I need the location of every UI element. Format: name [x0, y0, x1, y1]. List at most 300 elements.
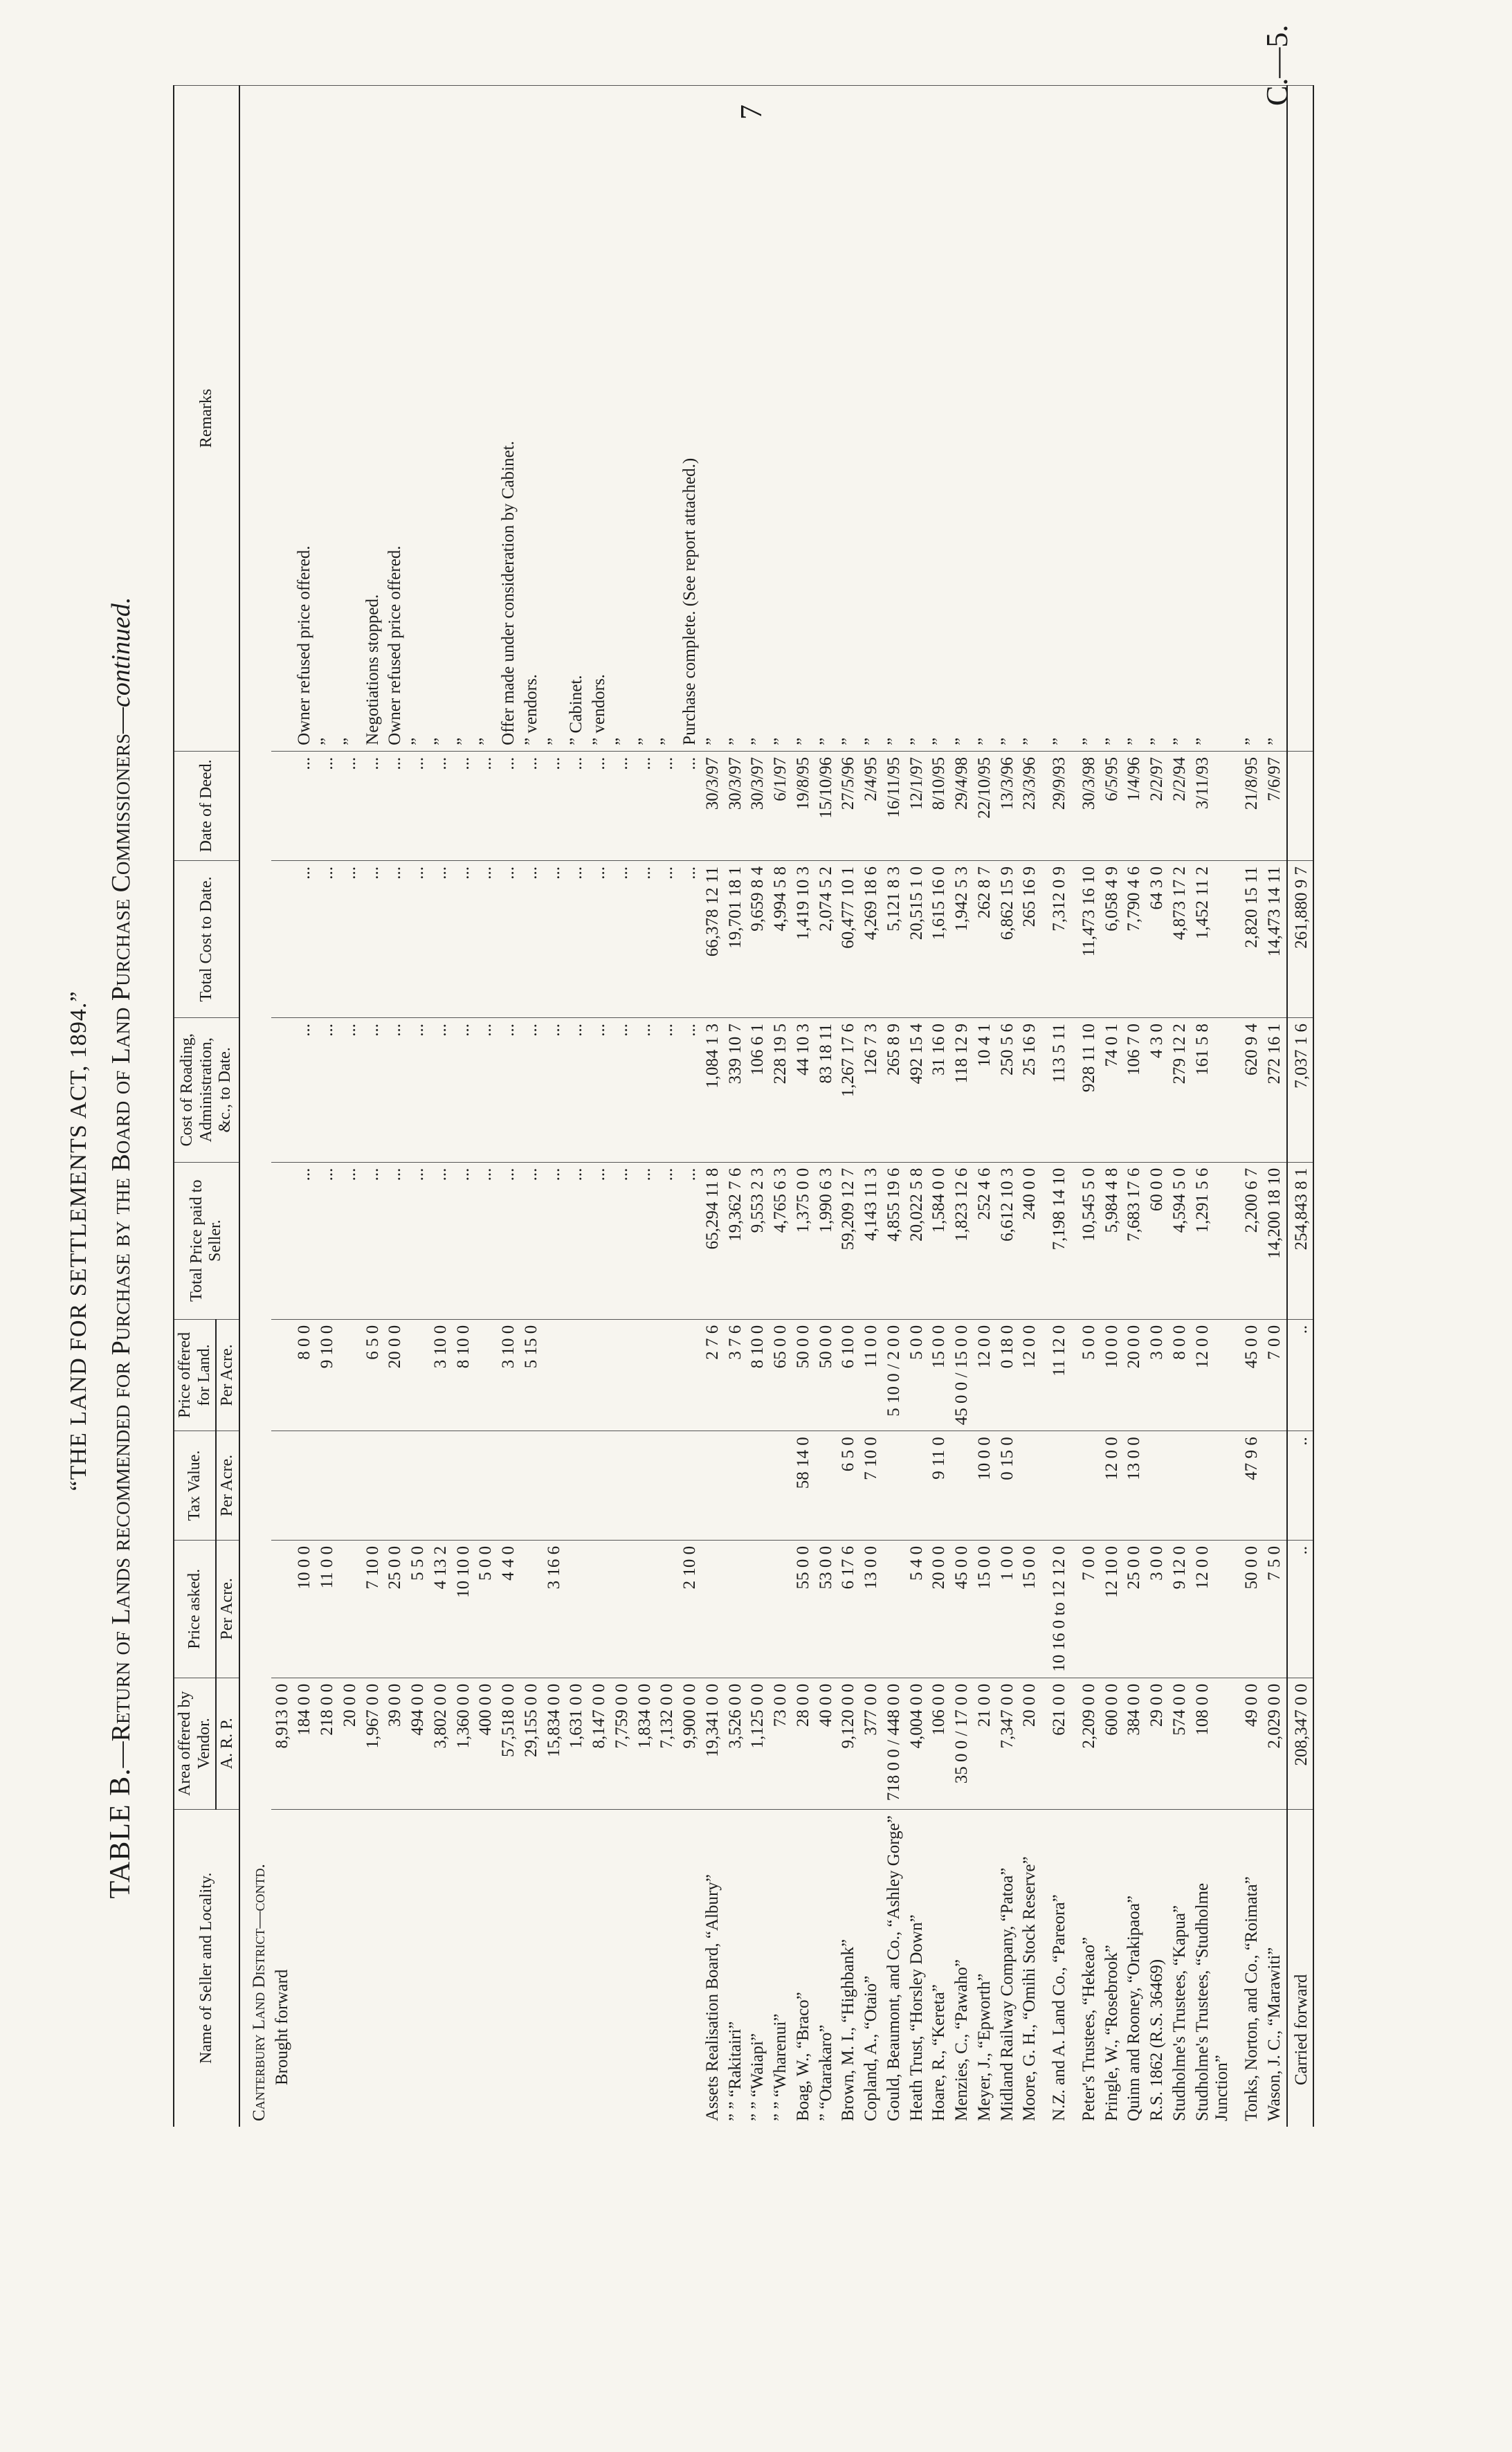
cell-remarks: ” — [906, 86, 929, 752]
table-row — [339, 86, 362, 2127]
table-row — [634, 86, 657, 2127]
cell-remarks: ” — [928, 86, 951, 752]
cell-offered: 10 0 0 — [1101, 1319, 1124, 1431]
cell-remarks: ” — [656, 86, 679, 752]
cell-total: 262 8 7 — [974, 860, 996, 1017]
cell-tax — [679, 1431, 702, 1541]
cell-tax — [430, 1431, 453, 1541]
cell-offered: 50 0 0 — [815, 1319, 838, 1431]
cell-cost: 10 4 1 — [974, 1018, 996, 1163]
cell-remarks: ” — [1192, 86, 1235, 752]
table-row — [769, 86, 792, 2127]
cell-asked: 5 5 0 — [407, 1540, 430, 1678]
cell-price: 19,362 7 6 — [725, 1162, 747, 1319]
cell-name — [407, 1809, 430, 2127]
cell-offered: 9 10 0 — [316, 1319, 339, 1431]
cell-name: Quinn and Rooney, “Orakipaoa” — [1123, 1809, 1146, 2127]
cell-area: 1,834 0 0 — [634, 1678, 657, 1809]
cell-asked: .. — [1287, 1540, 1314, 1678]
cell-name — [498, 1809, 520, 2127]
cell-area: 621 0 0 — [1041, 1678, 1071, 1809]
cell-area: 494 0 0 — [407, 1678, 430, 1809]
cell-cost: 25 16 9 — [1019, 1018, 1041, 1163]
cell-total: 64 3 0 — [1146, 860, 1169, 1017]
cell-remarks: Owner refused price offered. — [293, 86, 316, 752]
cell-asked — [747, 1540, 769, 1678]
header-row — [174, 86, 216, 2127]
cell-area: 20 0 0 — [1019, 1678, 1041, 1809]
cell-tax: 12 0 0 — [1101, 1431, 1124, 1541]
table-row — [883, 86, 906, 2127]
cell-tax: 7 10 0 — [860, 1431, 883, 1541]
cell-remarks: ” — [1234, 86, 1264, 752]
table-row — [837, 86, 860, 2127]
cell-name — [543, 1809, 566, 2127]
cell-offered: 3 10 0 — [430, 1319, 453, 1431]
cell-asked: 10 0 0 — [293, 1540, 316, 1678]
cell-price: 2,200 6 7 — [1234, 1162, 1264, 1319]
cell-tax — [565, 1431, 588, 1541]
cell-total: ... — [611, 860, 634, 1017]
cell-name — [679, 1809, 702, 2127]
cell-cost: ... — [656, 1018, 679, 1163]
cell-area: 9,120 0 0 — [837, 1678, 860, 1809]
cell-name — [293, 1809, 316, 2127]
table-row — [520, 86, 543, 2127]
cell-asked — [702, 1540, 725, 1678]
cell-price: 4,765 6 3 — [769, 1162, 792, 1319]
cell-remarks: ” — [430, 86, 453, 752]
running-title: “THE LAND FOR SETTLEMENTS ACT, 1894.” — [66, 990, 91, 1491]
cell-date: ... — [520, 751, 543, 860]
cell-area: 19,341 0 0 — [702, 1678, 725, 1809]
cell-date: 16/11/95 — [883, 751, 906, 860]
subheader-per-acre-offered: Per Acre. — [216, 1319, 239, 1431]
cell-offered: 50 0 0 — [792, 1319, 815, 1431]
cell-price: 254,843 8 1 — [1287, 1162, 1314, 1319]
cell-cost: ... — [407, 1018, 430, 1163]
cell-tax — [1169, 1431, 1192, 1541]
cell-offered: 65 0 0 — [769, 1319, 792, 1431]
cell-remarks: ” — [747, 86, 769, 752]
cell-remarks: ” — [792, 86, 815, 752]
header-total-cost: Total Cost to Date. — [174, 860, 239, 1017]
cell-area: 8,913 0 0 — [271, 1678, 294, 1809]
table-row — [565, 86, 588, 2127]
cell-total: 11,473 16 10 — [1071, 860, 1101, 1017]
cell-cost: ... — [543, 1018, 566, 1163]
cell-asked: 5 0 0 — [475, 1540, 498, 1678]
cell-cost: 492 15 4 — [906, 1018, 929, 1163]
cell-offered: 8 0 0 — [293, 1319, 316, 1431]
cell-name: Meyer, J., “Epworth” — [974, 1809, 996, 2127]
cell-offered: 5 10 0 / 2 0 0 — [883, 1319, 906, 1431]
table-row — [611, 86, 634, 2127]
cell-total: 4,873 17 2 — [1169, 860, 1192, 1017]
cell-total: ... — [565, 860, 588, 1017]
cell-total: 1,942 5 3 — [951, 860, 974, 1017]
cell-tax: 47 9 6 — [1234, 1431, 1264, 1541]
cell-remarks: ” Cabinet. — [565, 86, 588, 752]
cell-remarks: ” — [1264, 86, 1287, 752]
cell-price: 65,294 11 8 — [702, 1162, 725, 1319]
header-remarks: Remarks — [174, 86, 239, 752]
cell-cost: ... — [520, 1018, 543, 1163]
cell-asked — [339, 1540, 362, 1678]
cell-name: Peter's Trustees, “Hekeao” — [1071, 1809, 1101, 2127]
cell-total: 20,515 1 0 — [906, 860, 929, 1017]
cell-total: 261,880 9 7 — [1287, 860, 1314, 1017]
cell-name — [565, 1809, 588, 2127]
cell-total: ... — [679, 860, 702, 1017]
cell-name — [656, 1809, 679, 2127]
cell-name: Moore, G. H., “Omihi Stock Reserve” — [1019, 1809, 1041, 2127]
cell-asked: 6 17 6 — [837, 1540, 860, 1678]
cell-date: 2/2/97 — [1146, 751, 1169, 860]
cell-offered: 8 0 0 — [1169, 1319, 1192, 1431]
cell-area: 3,802 0 0 — [430, 1678, 453, 1809]
cell-area: 7,759 0 0 — [611, 1678, 634, 1809]
cell-cost: ... — [362, 1018, 385, 1163]
cell-area: 718 0 0 / 448 0 0 — [883, 1678, 906, 1809]
cell-cost: ... — [316, 1018, 339, 1163]
cell-offered — [611, 1319, 634, 1431]
table-row — [860, 86, 883, 2127]
cell-date: ... — [656, 751, 679, 860]
cell-total: ... — [316, 860, 339, 1017]
header-date-deed: Date of Deed. — [174, 751, 239, 860]
cell-asked: 3 0 0 — [1146, 1540, 1169, 1678]
cell-area: 108 0 0 — [1192, 1678, 1235, 1809]
cell-offered: 3 0 0 — [1146, 1319, 1169, 1431]
cell-cost: 928 11 10 — [1071, 1018, 1101, 1163]
subheader-area-units: A. R. P. — [216, 1678, 239, 1809]
cell-remarks: ” — [702, 86, 725, 752]
cell-area: 377 0 0 — [860, 1678, 883, 1809]
table-row — [906, 86, 929, 2127]
cell-date: ... — [362, 751, 385, 860]
subheader-per-acre-asked: Per Acre. — [216, 1540, 239, 1678]
cell-total: 4,269 18 6 — [860, 860, 883, 1017]
cell-price: 1,584 0 0 — [928, 1162, 951, 1319]
cell-asked: 25 0 0 — [1123, 1540, 1146, 1678]
cell-date: 30/3/98 — [1071, 751, 1101, 860]
cell-tax — [316, 1431, 339, 1541]
cell-cost: 74 0 1 — [1101, 1018, 1124, 1163]
cell-date: ... — [679, 751, 702, 860]
cell-price: 1,291 5 6 — [1192, 1162, 1235, 1319]
cell-cost: ... — [498, 1018, 520, 1163]
header-name: Name of Seller and Locality. — [174, 1809, 239, 2127]
cell-price: ... — [588, 1162, 611, 1319]
cell-price: 9,553 2 3 — [747, 1162, 769, 1319]
cell-name: Studholme's Trustees, “Studholme Junction” — [1192, 1809, 1235, 2127]
cell-area: 208,347 0 0 — [1287, 1678, 1314, 1809]
table-row — [293, 86, 316, 2127]
cell-date: 30/3/97 — [725, 751, 747, 860]
table-row — [1234, 86, 1264, 2127]
cell-price: 59,209 12 7 — [837, 1162, 860, 1319]
cell-date: ... — [543, 751, 566, 860]
cell-cost: 620 9 4 — [1234, 1018, 1264, 1163]
cell-total: 60,477 10 1 — [837, 860, 860, 1017]
cell-tax: 0 15 0 — [996, 1431, 1019, 1541]
cell-remarks: ” — [339, 86, 362, 752]
cell-cost: 265 8 9 — [883, 1018, 906, 1163]
cell-total: ... — [293, 860, 316, 1017]
cell-area: 600 0 0 — [1101, 1678, 1124, 1809]
cell-date: ... — [475, 751, 498, 860]
table-row — [1123, 86, 1146, 2127]
cell-date: ... — [611, 751, 634, 860]
cell-asked: 15 0 0 — [974, 1540, 996, 1678]
cell-name: ” ” “Rakitairi” — [725, 1809, 747, 2127]
total-row — [1287, 86, 1314, 2127]
cell-area: 49 0 0 — [1234, 1678, 1264, 1809]
cell-area: 2,209 0 0 — [1071, 1678, 1101, 1809]
cell-area: 21 0 0 — [974, 1678, 996, 1809]
cell-tax — [1146, 1431, 1169, 1541]
table-row — [792, 86, 815, 2127]
cell-tax — [906, 1431, 929, 1541]
cell-price: 240 0 0 — [1019, 1162, 1041, 1319]
table-row — [271, 86, 294, 2127]
cell-price: 4,143 11 3 — [860, 1162, 883, 1319]
cell-date: 8/10/95 — [928, 751, 951, 860]
cell-total: 14,473 14 11 — [1264, 860, 1287, 1017]
cell-remarks — [1287, 86, 1314, 752]
cell-asked — [565, 1540, 588, 1678]
cell-asked — [634, 1540, 657, 1678]
table-body — [239, 86, 1314, 2127]
table-row — [1041, 86, 1071, 2127]
cell-cost: ... — [430, 1018, 453, 1163]
cell-total: ... — [407, 860, 430, 1017]
cell-tax — [883, 1431, 906, 1541]
cell-offered: 11 0 0 — [860, 1319, 883, 1431]
cell-tax — [702, 1431, 725, 1541]
cell-tax — [271, 1431, 294, 1541]
cell-offered: 45 0 0 / 15 0 0 — [951, 1319, 974, 1431]
cell-date: 29/9/93 — [1041, 751, 1071, 860]
cell-price: ... — [543, 1162, 566, 1319]
cell-remarks: ” — [316, 86, 339, 752]
cell-date: 12/1/97 — [906, 751, 929, 860]
cell-price: 4,855 19 6 — [883, 1162, 906, 1319]
cell-price: 10,545 5 0 — [1071, 1162, 1101, 1319]
cell-tax — [815, 1431, 838, 1541]
cell-asked — [656, 1540, 679, 1678]
cell-date — [271, 751, 294, 860]
cell-total: ... — [362, 860, 385, 1017]
cell-cost: 83 18 11 — [815, 1018, 838, 1163]
cell-remarks: ” vendors. — [520, 86, 543, 752]
table-title-main: —Return of Lands recommended for Purchase by the Board of Land Purchase Commissioners— — [107, 707, 136, 1768]
cell-tax: .. — [1287, 1431, 1314, 1541]
cell-asked: 10 16 0 to 12 12 0 — [1041, 1540, 1071, 1678]
cell-area: 2,029 0 0 — [1264, 1678, 1287, 1809]
cell-name: ” “Otarakaro” — [815, 1809, 838, 2127]
cell-date: 27/5/96 — [837, 751, 860, 860]
header-price-offered: Price offered for Land. — [174, 1319, 216, 1431]
cell-date: 29/4/98 — [951, 751, 974, 860]
cell-total: 6,862 15 9 — [996, 860, 1019, 1017]
cell-cost: 7,037 1 6 — [1287, 1018, 1314, 1163]
cell-asked: 12 0 0 — [1192, 1540, 1235, 1678]
cell-area: 1,125 0 0 — [747, 1678, 769, 1809]
table-row — [1264, 86, 1287, 2127]
cell-offered — [565, 1319, 588, 1431]
cell-area: 4,004 0 0 — [906, 1678, 929, 1809]
cell-remarks: ” — [407, 86, 430, 752]
cell-cost: ... — [293, 1018, 316, 1163]
cell-remarks: ” — [634, 86, 657, 752]
cell-area: 20 0 0 — [339, 1678, 362, 1809]
cell-asked: 4 4 0 — [498, 1540, 520, 1678]
cell-total: 265 16 9 — [1019, 860, 1041, 1017]
table-row — [951, 86, 974, 2127]
cell-name — [362, 1809, 385, 2127]
cell-total: 2,820 15 11 — [1234, 860, 1264, 1017]
cell-cost: 106 6 1 — [747, 1018, 769, 1163]
cell-price: 14,200 18 10 — [1264, 1162, 1287, 1319]
cell-total: 1,419 10 3 — [792, 860, 815, 1017]
cell-remarks: ” — [996, 86, 1019, 752]
table-row — [996, 86, 1019, 2127]
cell-date: 6/1/97 — [769, 751, 792, 860]
cell-cost: 106 7 0 — [1123, 1018, 1146, 1163]
cell-date: ... — [634, 751, 657, 860]
cell-remarks: ” — [1019, 86, 1041, 752]
cell-total: ... — [475, 860, 498, 1017]
cell-offered: 45 0 0 — [1234, 1319, 1264, 1431]
cell-tax — [384, 1431, 407, 1541]
cell-price: 5,984 4 8 — [1101, 1162, 1124, 1319]
cell-asked: 11 0 0 — [316, 1540, 339, 1678]
cell-remarks: Offer made under consideration by Cabinet. — [498, 86, 520, 752]
cell-offered: 2 7 6 — [702, 1319, 725, 1431]
cell-remarks — [271, 86, 294, 752]
cell-offered: 8 10 0 — [747, 1319, 769, 1431]
cell-area: 1,967 0 0 — [362, 1678, 385, 1809]
cell-cost — [271, 1018, 294, 1163]
cell-tax — [1019, 1431, 1041, 1541]
cell-remarks: ” — [769, 86, 792, 752]
cell-area: 400 0 0 — [475, 1678, 498, 1809]
cell-cost: 228 19 5 — [769, 1018, 792, 1163]
cell-price: 20,022 5 8 — [906, 1162, 929, 1319]
cell-cost: ... — [679, 1018, 702, 1163]
cell-price: ... — [453, 1162, 475, 1319]
cell-remarks: ” — [1071, 86, 1101, 752]
cell-area: 73 0 0 — [769, 1678, 792, 1809]
cell-tax: 58 14 0 — [792, 1431, 815, 1541]
cell-price: ... — [430, 1162, 453, 1319]
cell-name: Carried forward — [1287, 1809, 1314, 2127]
cell-total: 4,994 5 8 — [769, 860, 792, 1017]
cell-area: 3,526 0 0 — [725, 1678, 747, 1809]
cell-remarks: ” — [860, 86, 883, 752]
cell-offered: 0 18 0 — [996, 1319, 1019, 1431]
cell-name: Wason, J. C., “Marawiti” — [1264, 1809, 1287, 2127]
cell-remarks: Owner refused price offered. — [384, 86, 407, 752]
cell-price: ... — [339, 1162, 362, 1319]
table-title-prefix: TABLE B. — [104, 1768, 136, 1899]
cell-cost: ... — [634, 1018, 657, 1163]
cell-asked: 9 12 0 — [1169, 1540, 1192, 1678]
cell-offered — [339, 1319, 362, 1431]
cell-price: ... — [316, 1162, 339, 1319]
table-row — [1192, 86, 1235, 2127]
cell-asked: 7 0 0 — [1071, 1540, 1101, 1678]
table-row — [679, 86, 702, 2127]
cell-name — [611, 1809, 634, 2127]
cell-area: 57,518 0 0 — [498, 1678, 520, 1809]
cell-tax — [1041, 1431, 1071, 1541]
cell-name: Studholme's Trustees, “Kapua” — [1169, 1809, 1192, 2127]
cell-total: ... — [656, 860, 679, 1017]
table-row — [543, 86, 566, 2127]
cell-area: 384 0 0 — [1123, 1678, 1146, 1809]
cell-total: ... — [430, 860, 453, 1017]
cell-name — [475, 1809, 498, 2127]
cell-tax — [1071, 1431, 1101, 1541]
table-row — [362, 86, 385, 2127]
cell-name — [634, 1809, 657, 2127]
cell-tax — [520, 1431, 543, 1541]
cell-price: ... — [679, 1162, 702, 1319]
cell-tax — [1264, 1431, 1287, 1541]
cell-tax: 6 5 0 — [837, 1431, 860, 1541]
cell-total: 1,452 11 2 — [1192, 860, 1235, 1017]
cell-date: 7/6/97 — [1264, 751, 1287, 860]
cell-price: ... — [611, 1162, 634, 1319]
cell-cost: ... — [611, 1018, 634, 1163]
cell-remarks: ” — [543, 86, 566, 752]
cell-remarks: Negotiations stopped. — [362, 86, 385, 752]
header-tax-value: Tax Value. — [174, 1431, 216, 1541]
cell-cost: ... — [565, 1018, 588, 1163]
cell-price: ... — [475, 1162, 498, 1319]
cell-remarks: ” vendors. — [588, 86, 611, 752]
cell-area: 29,155 0 0 — [520, 1678, 543, 1809]
cell-tax — [634, 1431, 657, 1541]
cell-cost: 118 12 9 — [951, 1018, 974, 1163]
cell-name: Heath Trust, “Horsley Down” — [906, 1809, 929, 2127]
cell-area: 8,147 0 0 — [588, 1678, 611, 1809]
cell-tax — [498, 1431, 520, 1541]
cell-area: 1,360 0 0 — [453, 1678, 475, 1809]
cell-offered — [634, 1319, 657, 1431]
cell-name — [453, 1809, 475, 2127]
cell-name — [339, 1809, 362, 2127]
cell-tax — [293, 1431, 316, 1541]
cell-cost: ... — [384, 1018, 407, 1163]
cell-date: 6/5/95 — [1101, 751, 1124, 860]
cell-asked: 20 0 0 — [928, 1540, 951, 1678]
cell-area: 15,834 0 0 — [543, 1678, 566, 1809]
cell-cost: 126 7 3 — [860, 1018, 883, 1163]
cell-cost: 44 10 3 — [792, 1018, 815, 1163]
cell-asked — [611, 1540, 634, 1678]
cell-total: ... — [588, 860, 611, 1017]
cell-price: ... — [498, 1162, 520, 1319]
cell-asked: 4 13 2 — [430, 1540, 453, 1678]
cell-offered: 15 0 0 — [928, 1319, 951, 1431]
table-row — [747, 86, 769, 2127]
cell-date: 13/3/96 — [996, 751, 1019, 860]
table-title — [104, 210, 137, 2286]
